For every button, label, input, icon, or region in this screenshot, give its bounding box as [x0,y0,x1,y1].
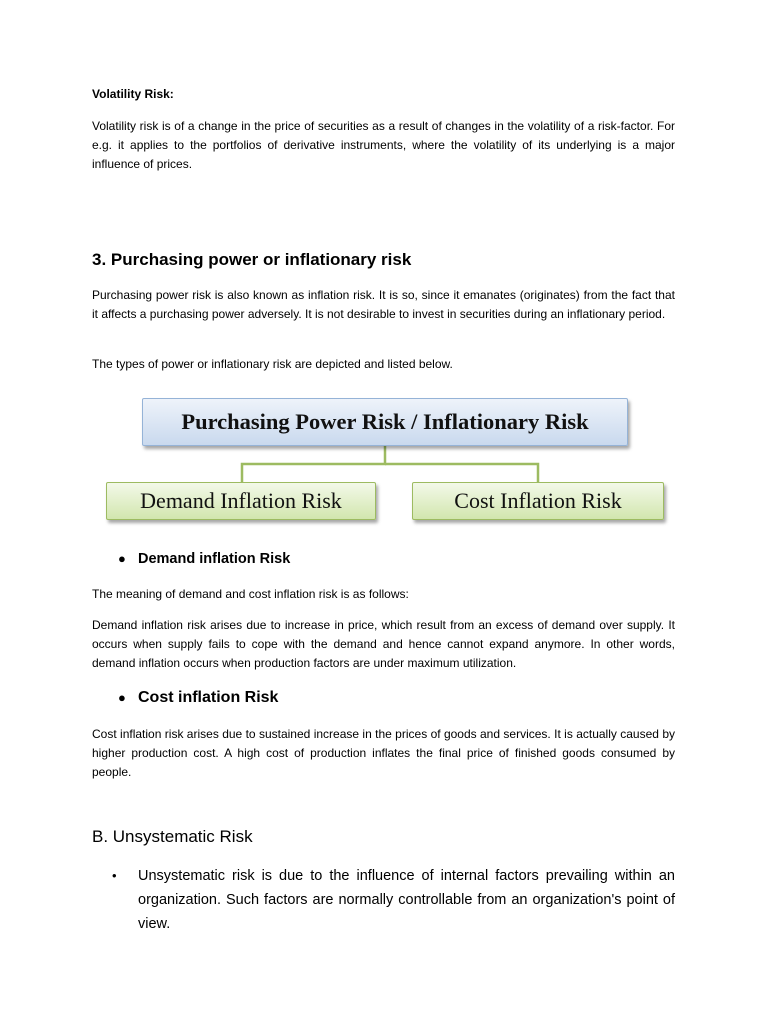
volatility-heading: Volatility Risk: [92,87,174,101]
cost-paragraph: Cost inflation risk arises due to sustained increase in the prices of goods and services. It is actually caused by higher production cost. A high cost of production inflates the final price of finished goods consumed by people. [92,727,675,779]
diagram-root-box: Purchasing Power Risk / Inflationary Risk [142,398,628,446]
cost-heading [118,689,278,707]
bullet-icon: ● [118,551,126,566]
diagram-demand-box: Demand Inflation Risk [106,482,376,520]
volatility-paragraph: Volatility risk is of a change in the price of securities as a result of changes in the volatility of a risk-factor. For e.g. it applies to the portfolios of derivative instruments, where the volatility of its underlying is a major influence of prices. [92,119,675,171]
demand-heading [118,551,290,567]
connector-right [385,464,538,482]
bullet-icon: ● [118,690,126,705]
purchasing-paragraph-1: Purchasing power risk is also known as inflation risk. It is so, since it emanates (originates) from the fact that it affects a purchasing power adversely. It is not desirable to invest in securities during an inflationary period. [92,288,675,321]
inflation-risk-diagram [104,396,666,524]
unsystematic-paragraph: Unsystematic risk is due to the influence of internal factors prevailing within an organization. Such factors are normally controllable from an organization's point of view. [138,868,675,932]
unsystematic-bullet [112,864,675,936]
bullet-icon: • [112,868,117,883]
purchasing-paragraph-2: The types of power or inflationary risk are depicted and listed below. [92,357,453,371]
diagram-cost-box: Cost Inflation Risk [412,482,664,520]
cost-heading-text: Cost inflation Risk [138,689,279,706]
demand-intro: The meaning of demand and cost inflation risk is as follows: [92,587,409,601]
demand-heading-text: Demand inflation Risk [138,551,291,567]
unsystematic-heading: B. Unsystematic Risk [92,827,253,846]
purchasing-heading: 3. Purchasing power or inflationary risk [92,250,412,269]
connector-left [242,446,385,482]
demand-paragraph: Demand inflation risk arises due to increase in price, which result from an excess of demand over supply. It occurs when supply fails to cope with the demand and hence cannot expand anymore. In other words, demand inflation occurs when production factors are under maximum utilization. [92,618,675,670]
